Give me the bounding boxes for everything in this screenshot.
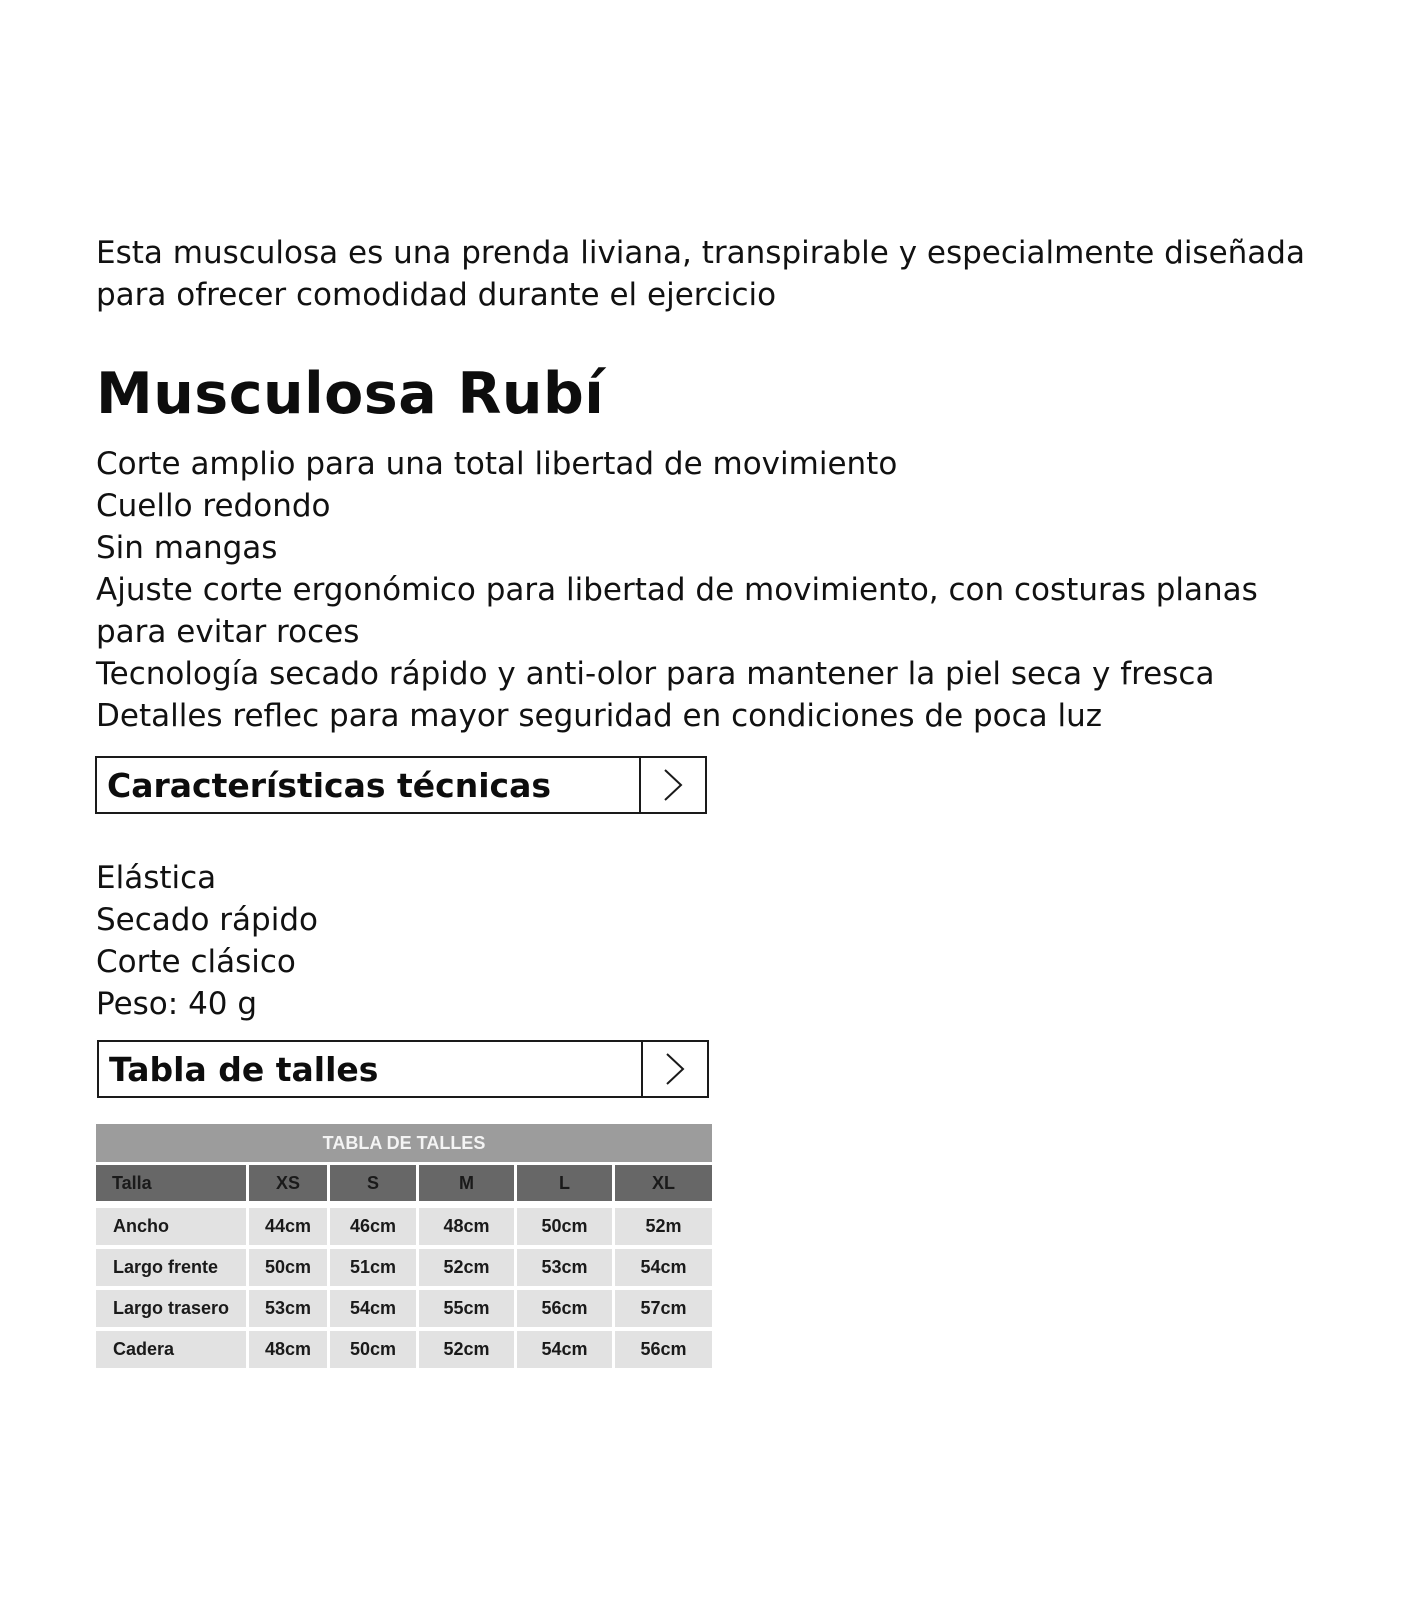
row-label: Largo frente [96, 1249, 246, 1286]
table-cell: 48cm [419, 1208, 514, 1245]
row-label: Ancho [96, 1208, 246, 1245]
spec-item: Peso: 40 g [96, 986, 258, 1022]
table-cell: 54cm [615, 1249, 712, 1286]
table-cell: 56cm [615, 1331, 712, 1368]
table-cell: 51cm [330, 1249, 416, 1286]
table-cell: 54cm [517, 1331, 612, 1368]
table-row [96, 1331, 712, 1368]
table-cell: 44cm [249, 1208, 327, 1245]
technical-specs-toggle[interactable] [95, 756, 707, 814]
size-table-header [96, 1165, 712, 1201]
table-row [96, 1249, 712, 1286]
table-cell: 53cm [249, 1290, 327, 1327]
row-label: Largo trasero [96, 1290, 246, 1327]
table-cell: 50cm [517, 1208, 612, 1245]
table-cell: 56cm [517, 1290, 612, 1327]
feature-item: Sin mangas [96, 530, 278, 566]
table-cell: 54cm [330, 1290, 416, 1327]
feature-item: Corte amplio para una total libertad de movimiento [96, 446, 898, 482]
table-cell: 50cm [249, 1249, 327, 1286]
header-cell: S [330, 1165, 416, 1201]
size-chart-label: Tabla de talles [109, 1049, 379, 1089]
table-row [96, 1208, 712, 1245]
size-table [96, 1124, 712, 1368]
chevron-right-icon[interactable] [639, 758, 705, 812]
table-cell: 50cm [330, 1331, 416, 1368]
header-cell: L [517, 1165, 612, 1201]
table-cell: 55cm [419, 1290, 514, 1327]
spec-item: Secado rápido [96, 902, 318, 938]
table-cell: 52cm [419, 1249, 514, 1286]
chevron-right-icon[interactable] [641, 1042, 707, 1096]
description-line: Esta musculosa es una prenda liviana, transpirable y especialmente diseñada [96, 235, 1305, 271]
size-chart-toggle[interactable] [97, 1040, 709, 1098]
feature-item: Cuello redondo [96, 488, 331, 524]
feature-item: Ajuste corte ergonómico para libertad de movimiento, con costuras planas [96, 572, 1258, 608]
table-cell: 48cm [249, 1331, 327, 1368]
feature-item: para evitar roces [96, 614, 360, 650]
table-cell: 57cm [615, 1290, 712, 1327]
size-table-title: TABLA DE TALLES [96, 1124, 712, 1162]
technical-specs-label: Características técnicas [107, 765, 552, 805]
table-cell: 52m [615, 1208, 712, 1245]
row-label: Cadera [96, 1331, 246, 1368]
product-title: Musculosa Rubí [96, 361, 605, 427]
header-cell: Talla [96, 1165, 246, 1201]
table-cell: 53cm [517, 1249, 612, 1286]
spec-item: Corte clásico [96, 944, 296, 980]
header-cell: XS [249, 1165, 327, 1201]
description-line: para ofrecer comodidad durante el ejercicio [96, 277, 777, 313]
feature-item: Detalles reflec para mayor seguridad en condiciones de poca luz [96, 698, 1103, 734]
header-cell: XL [615, 1165, 712, 1201]
feature-item: Tecnología secado rápido y anti-olor para mantener la piel seca y fresca [96, 656, 1215, 692]
table-row [96, 1290, 712, 1327]
header-cell: M [419, 1165, 514, 1201]
technical-specs-list [96, 857, 318, 1025]
spec-item: Elástica [96, 860, 217, 896]
product-description [96, 232, 1356, 316]
table-cell: 46cm [330, 1208, 416, 1245]
table-cell: 52cm [419, 1331, 514, 1368]
feature-list [96, 443, 1356, 737]
